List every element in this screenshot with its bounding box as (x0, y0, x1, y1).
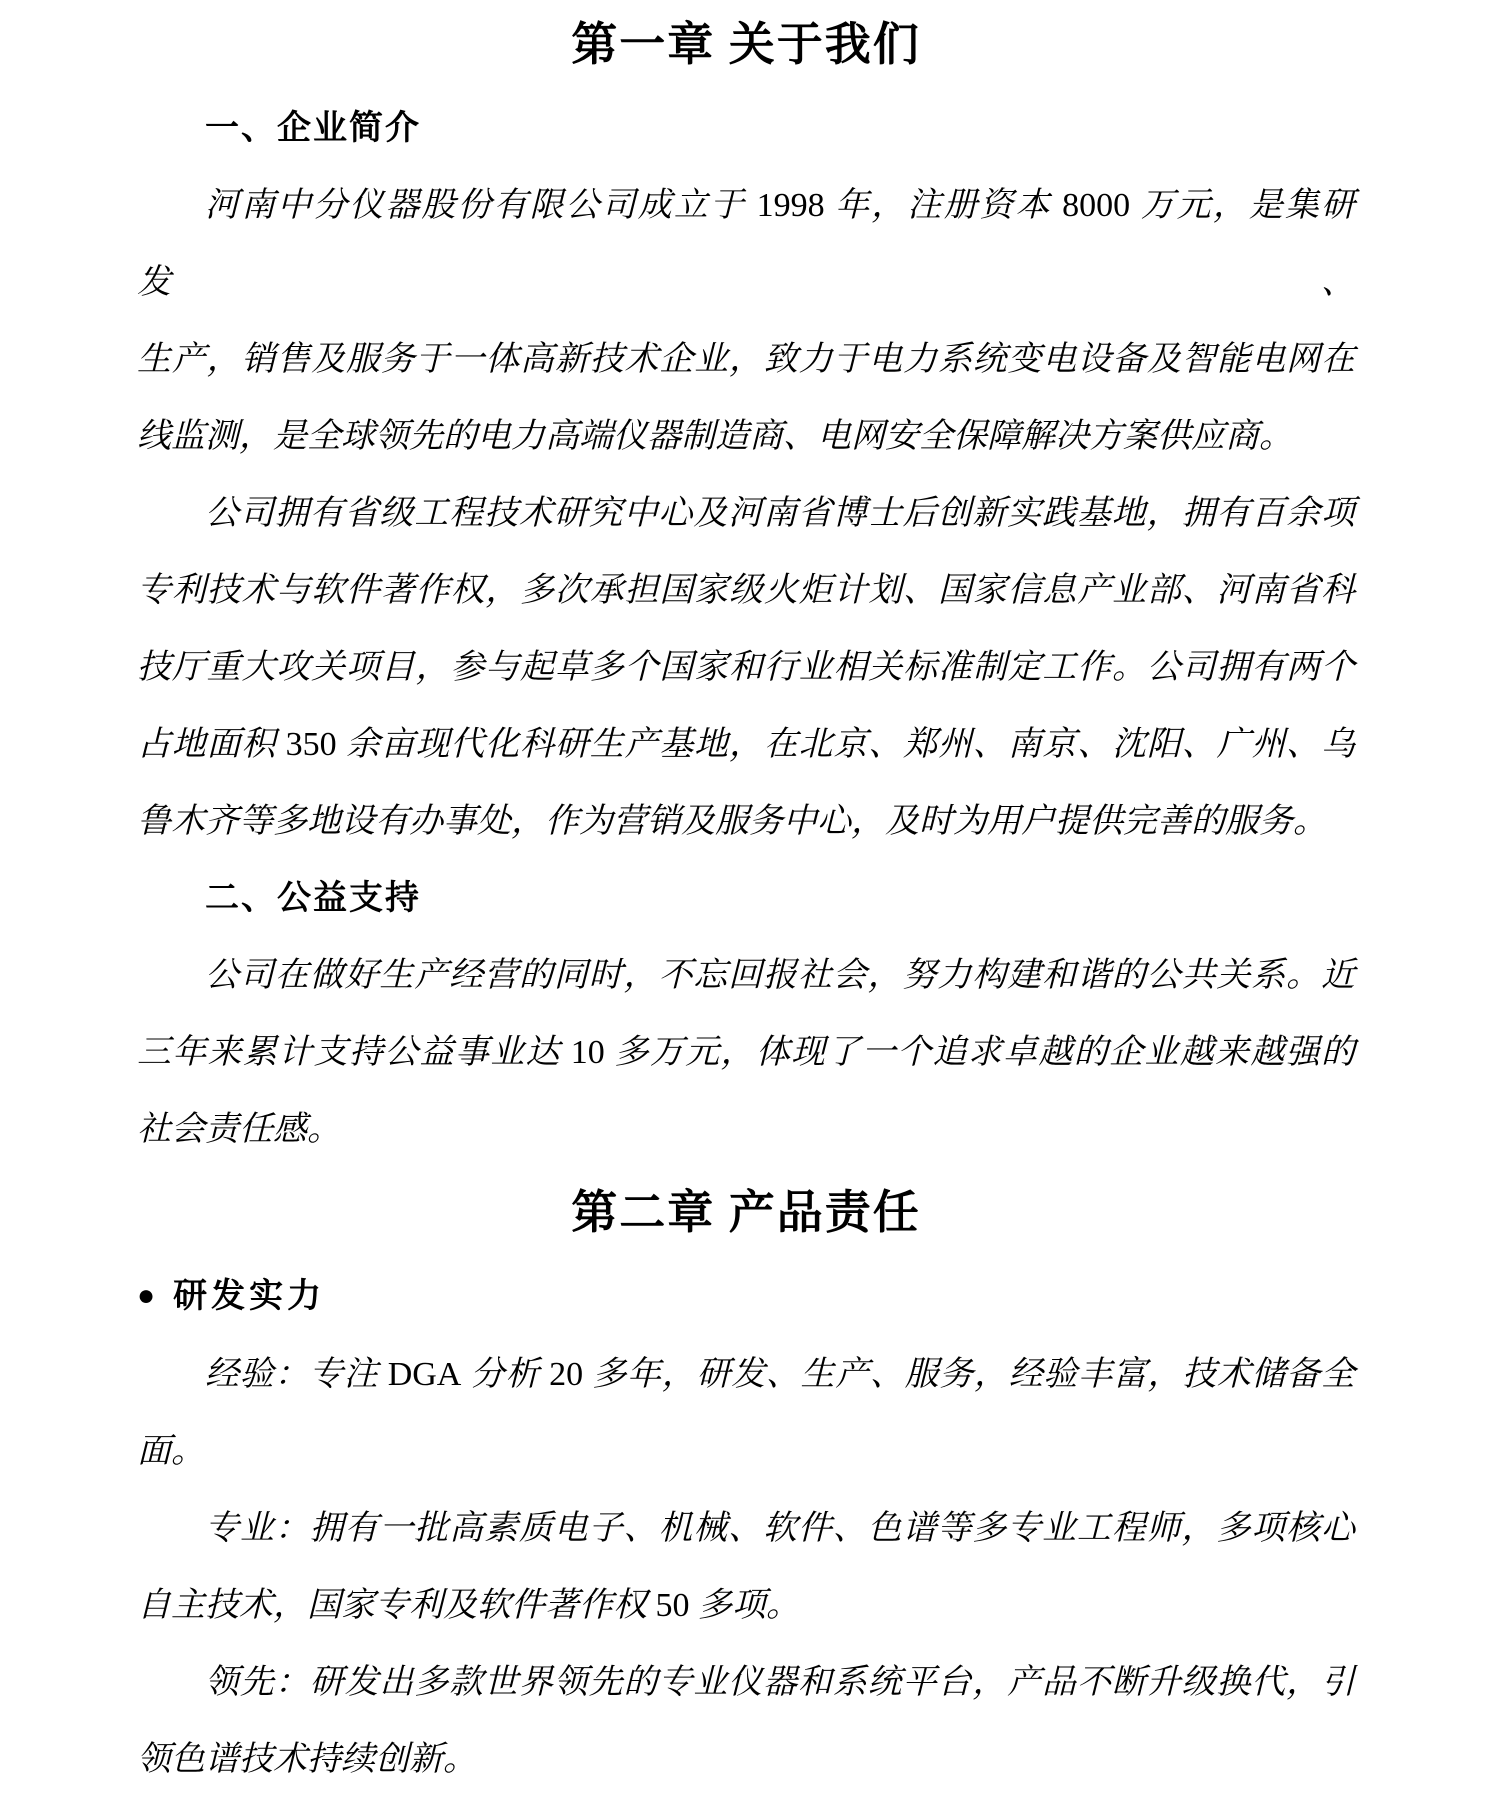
paragraph-line: 占地面积 350 余亩现代化科研生产基地，在北京、郑州、南京、沈阳、广州、乌 (137, 726, 1356, 763)
section-heading-company-profile: 一、企业简介 (205, 110, 421, 147)
bullet-heading-row (137, 1258, 1355, 1336)
paragraph (137, 475, 1355, 860)
paragraph-line: 领色谱技术持续创新。 (137, 1741, 477, 1778)
paragraph (137, 1490, 1355, 1644)
paragraph-line: 公司拥有省级工程技术研究中心及河南省博士后创新实践基地，拥有百余项 (205, 495, 1355, 532)
section-heading-public-welfare: 二、公益支持 (205, 880, 421, 917)
paragraph-line: 面。 (137, 1433, 205, 1470)
paragraph-line: 专利技术与软件著作权，多次承担国家级火炬计划、国家信息产业部、河南省科 (137, 572, 1355, 609)
paragraph-line: 自主技术，国家专利及软件著作权 50 多项。 (137, 1587, 800, 1624)
bullet-icon: ● (137, 1279, 156, 1312)
paragraph-line: 生产，销售及服务于一体高新技术企业，致力于电力系统变电设备及智能电网在 (137, 341, 1355, 378)
paragraph (137, 167, 1355, 475)
paragraph-line: 线监测，是全球领先的电力高端仪器制造商、电网安全保障解决方案供应商。 (137, 418, 1293, 455)
paragraph (137, 1644, 1355, 1798)
paragraph-line: 领先：研发出多款世界领先的专业仪器和系统平台，产品不断升级换代，引 (205, 1664, 1355, 1701)
paragraph-line: 鲁木齐等多地设有办事处，作为营销及服务中心，及时为用户提供完善的服务。 (137, 803, 1327, 840)
paragraph (137, 937, 1355, 1168)
paragraph-line: 技厅重大攻关项目，参与起草多个国家和行业相关标准制定工作。公司拥有两个 (137, 649, 1355, 686)
paragraph-line: 公司在做好生产经营的同时，不忘回报社会，努力构建和谐的公共关系。近 (205, 957, 1355, 994)
chapter-2-title: 第二章 产品责任 (571, 1187, 921, 1238)
bullet-heading-rd-strength: 研发实力 (173, 1278, 326, 1315)
paragraph-line: 河南中分仪器股份有限公司成立于 1998 年，注册资本 8000 万元，是集研发、 (137, 187, 1356, 301)
chapter-1-title: 第一章 关于我们 (571, 19, 921, 70)
paragraph-line: 专业：拥有一批高素质电子、机械、软件、色谱等多专业工程师，多项核心 (205, 1510, 1355, 1547)
paragraph-line: 经验：专注 DGA 分析 20 多年，研发、生产、服务，经验丰富，技术储备全 (205, 1356, 1356, 1393)
paragraph (137, 1336, 1355, 1490)
paragraph-line: 社会责任感。 (137, 1111, 341, 1148)
paragraph-line: 三年来累计支持公益事业达 10 多万元，体现了一个追求卓越的企业越来越强的 (137, 1034, 1356, 1071)
